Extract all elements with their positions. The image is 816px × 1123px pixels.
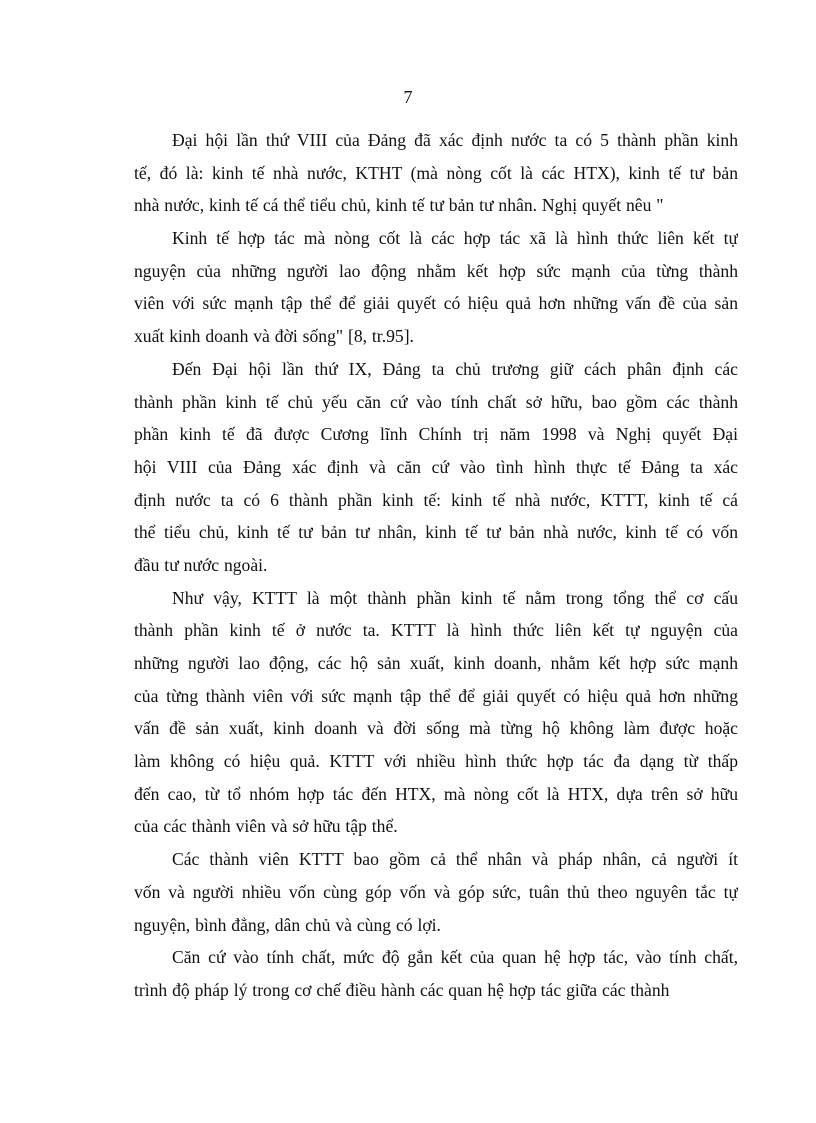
text-line: thành phần kinh tế ở nước ta. KTTT là hình thức liên kết tự nguyện của xyxy=(134,620,738,641)
text-line: Căn cứ vào tính chất, mức độ gắn kết của quan hệ hợp tác, vào tính chất, xyxy=(172,947,738,968)
text-line: vốn và người nhiều vốn cùng góp vốn và góp sức, tuân thủ theo nguyên tắc tự xyxy=(134,881,738,902)
text-line: nguyện, bình đẳng, dân chủ và cùng có lợi. xyxy=(134,914,441,935)
paragraph xyxy=(134,124,738,222)
text-line: vấn đề sản xuất, kinh doanh và đời sống mà từng hộ không làm được hoặc xyxy=(134,718,738,739)
text-line: làm không có hiệu quả. KTTT với nhiều hình thức hợp tác đa dạng từ thấp xyxy=(134,751,738,772)
text-line: Kinh tế hợp tác mà nòng cốt là các hợp tác xã là hình thức liên kết tự xyxy=(172,228,738,249)
text-line: Như vậy, KTTT là một thành phần kinh tế nằm trong tổng thể cơ cấu xyxy=(172,587,738,608)
paragraph xyxy=(134,222,738,353)
text-line: Đại hội lần thứ VIII của Đảng đã xác định nước ta có 5 thành phần kinh xyxy=(172,130,738,150)
text-line: thành phần kinh tế chủ yếu căn cứ vào tính chất sở hữu, bao gồm các thành xyxy=(134,391,738,412)
text-line: những người lao động, các hộ sản xuất, kinh doanh, nhằm kết hợp sức mạnh xyxy=(134,653,738,673)
text-line: định nước ta có 6 thành phần kinh tế: kinh tế nhà nước, KTTT, kinh tế cá xyxy=(134,489,738,510)
body-text xyxy=(134,124,738,1007)
text-line: hội VIII của Đảng xác định và căn cứ vào tình hình thực tế Đảng ta xác xyxy=(134,456,738,477)
text-line: nhà nước, kinh tế cá thể tiểu chủ, kinh tế tư bản tư nhân. Nghị quyết nêu " xyxy=(134,195,664,216)
text-line: trình độ pháp lý trong cơ chế điều hành các quan hệ hợp tác giữa các thành xyxy=(134,979,670,1000)
text-line: của các thành viên và sở hữu tập thể. xyxy=(134,816,398,837)
text-line: phần kinh tế đã được Cương lĩnh Chính trị năm 1998 và Nghị quyết Đại xyxy=(134,424,738,445)
paragraph xyxy=(134,582,738,844)
text-line: Đến Đại hội lần thứ IX, Đảng ta chủ trương giữ cách phân định các xyxy=(172,358,738,379)
text-line: thể tiểu chủ, kinh tế tư bản tư nhân, kinh tế tư bản nhà nước, kinh tế có vốn xyxy=(134,522,738,543)
text-line: đến cao, từ tổ nhóm hợp tác đến HTX, mà nòng cốt là HTX, dựa trên sở hữu xyxy=(134,783,738,804)
paragraph xyxy=(134,353,738,582)
text-line: Các thành viên KTTT bao gồm cả thể nhân và pháp nhân, cả người ít xyxy=(172,849,738,870)
text-line: nguyện của những người lao động nhằm kết hợp sức mạnh của từng thành xyxy=(134,260,738,281)
paragraph xyxy=(134,843,738,941)
text-line: viên với sức mạnh tập thể để giải quyết có hiệu quả hơn những vấn đề của sản xyxy=(134,293,738,314)
paragraph xyxy=(134,941,738,1006)
text-line: đầu tư nước ngoài. xyxy=(134,554,268,575)
page-number: 7 xyxy=(403,87,413,107)
text-line: của từng thành viên với sức mạnh tập thể để giải quyết có hiệu quả hơn những xyxy=(134,685,738,706)
text-line: xuất kinh doanh và đời sống" [8, tr.95]. xyxy=(134,326,414,347)
text-line: tế, đó là: kinh tế nhà nước, KTHT (mà nòng cốt là các HTX), kinh tế tư bản xyxy=(134,162,738,183)
